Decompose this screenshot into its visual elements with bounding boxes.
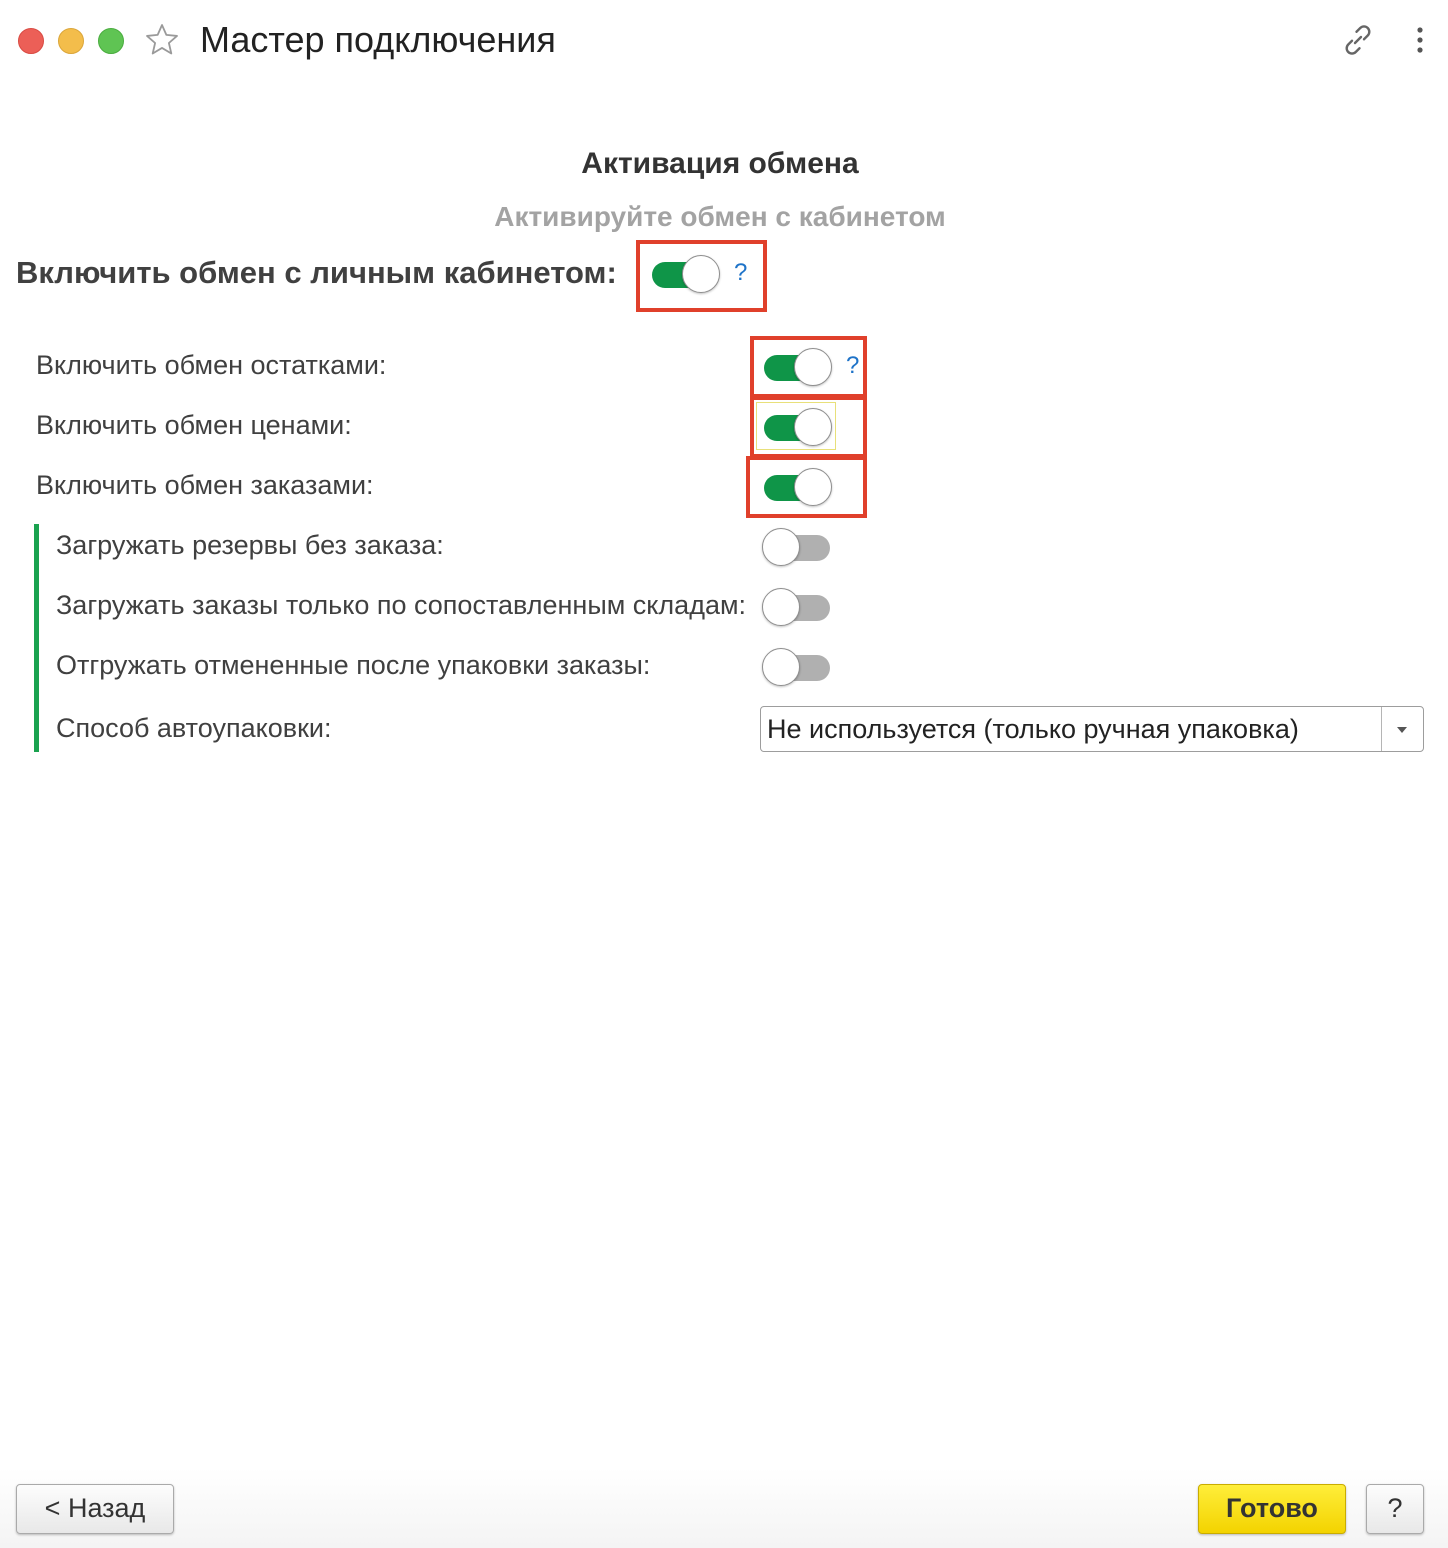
link-icon[interactable]: [1340, 22, 1376, 58]
back-button[interactable]: < Назад: [16, 1484, 174, 1534]
page-subheading: Активируйте обмен с кабинетом: [494, 201, 946, 232]
main-exchange-help-icon[interactable]: ?: [734, 259, 748, 286]
main-exchange-label: Включить обмен с личным кабинетом:: [16, 255, 617, 290]
autopack-label: Способ автоупаковки:: [56, 713, 332, 743]
orders-exchange-label: Включить обмен заказами:: [36, 470, 374, 500]
more-options-icon[interactable]: [1410, 24, 1430, 56]
reserves-toggle[interactable]: [762, 525, 832, 565]
close-window-button[interactable]: [18, 28, 44, 54]
highlight-frame: [750, 336, 867, 398]
stock-exchange-help-icon[interactable]: ?: [846, 352, 860, 379]
help-button[interactable]: ?: [1366, 1484, 1424, 1534]
mapped-warehouses-toggle[interactable]: [762, 585, 832, 625]
maximize-window-button[interactable]: [98, 28, 124, 54]
page-heading: Активация обмена: [581, 147, 859, 180]
minimize-window-button[interactable]: [58, 28, 84, 54]
window-title: Мастер подключения: [200, 19, 556, 60]
reserves-label: Загружать резервы без заказа:: [56, 530, 444, 560]
autopack-select-value: Не используется (только ручная упаковка): [767, 714, 1299, 744]
chevron-down-icon[interactable]: [1397, 727, 1407, 733]
stock-exchange-label: Включить обмен остатками:: [36, 350, 387, 380]
highlight-frame: [636, 240, 767, 312]
prices-exchange-label: Включить обмен ценами:: [36, 410, 352, 440]
highlight-frame: [750, 396, 867, 458]
star-icon[interactable]: [144, 22, 180, 58]
autopack-select[interactable]: [760, 706, 1424, 752]
highlight-frame: [746, 456, 867, 518]
done-button[interactable]: Готово: [1198, 1484, 1346, 1534]
select-divider: [1381, 707, 1382, 751]
ship-cancelled-toggle[interactable]: [762, 645, 832, 685]
ship-cancelled-label: Отгружать отмененные после упаковки заказы:: [56, 650, 651, 680]
group-indicator: [34, 524, 39, 752]
mapped-warehouses-label: Загружать заказы только по сопоставленным складам:: [56, 590, 747, 620]
